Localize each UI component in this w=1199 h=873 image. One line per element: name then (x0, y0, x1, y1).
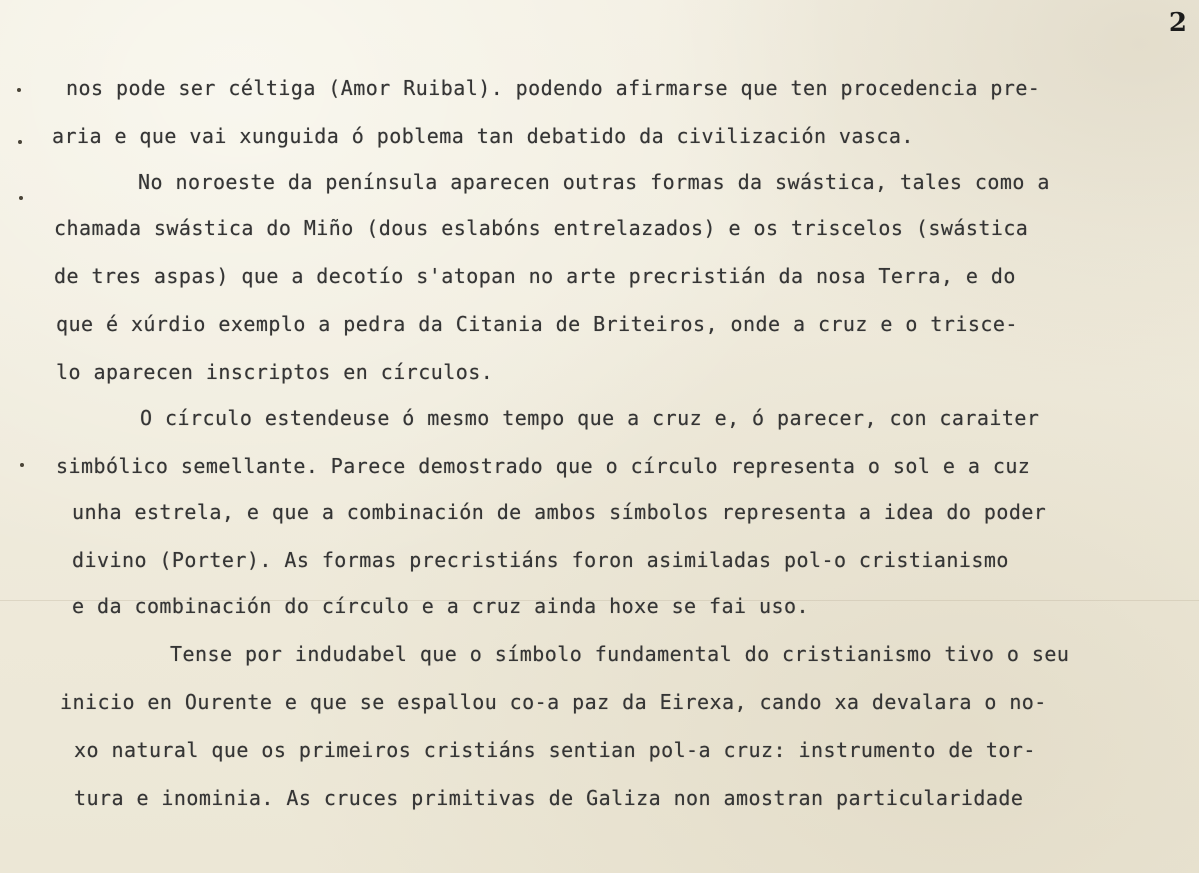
punch-mark (17, 88, 21, 92)
punch-mark (20, 463, 24, 467)
punch-mark (19, 196, 23, 200)
text-line: tura e inominia. As cruces primitivas de Galiza non amostran particularidade (74, 786, 1024, 810)
page-number: 2 (1168, 8, 1187, 38)
text-line: xo natural que os primeiros cristiáns sentian pol-a cruz: instrumento de tor- (74, 738, 1036, 762)
text-line: chamada swástica do Miño (dous eslabóns entrelazados) e os triscelos (swástica (54, 216, 1029, 240)
text-line: e da combinación do círculo e a cruz ainda hoxe se fai uso. (72, 594, 809, 618)
punch-mark (18, 140, 22, 144)
text-line: de tres aspas) que a decotío s'atopan no arte precristián da nosa Terra, e do (54, 264, 1016, 288)
text-line: nos pode ser céltiga (Amor Ruibal). podendo afirmarse que ten procedencia pre- (66, 76, 1041, 100)
text-line: inicio en Ourente e que se espallou co-a paz da Eirexa, cando xa devalara o no- (60, 690, 1047, 714)
text-line: Tense por indudabel que o símbolo fundamental do cristianismo tivo o seu (170, 642, 1070, 666)
text-line: No noroeste da península aparecen outras formas da swástica, tales como a (138, 170, 1050, 194)
text-line: que é xúrdio exemplo a pedra da Citania de Briteiros, onde a cruz e o trisce- (56, 312, 1018, 336)
text-line: simbólico semellante. Parece demostrado que o círculo representa o sol e a cuz (56, 454, 1031, 478)
text-line: O círculo estendeuse ó mesmo tempo que a cruz e, ó parecer, con caraiter (140, 406, 1040, 430)
text-line: unha estrela, e que a combinación de ambos símbolos representa a idea do poder (72, 500, 1047, 524)
text-line: aria e que vai xunguida ó poblema tan debatido da civilización vasca. (52, 124, 914, 148)
text-line: divino (Porter). As formas precristiáns foron asimiladas pol-o cristianismo (72, 548, 1009, 572)
text-line: lo aparecen inscriptos en círculos. (56, 360, 494, 384)
